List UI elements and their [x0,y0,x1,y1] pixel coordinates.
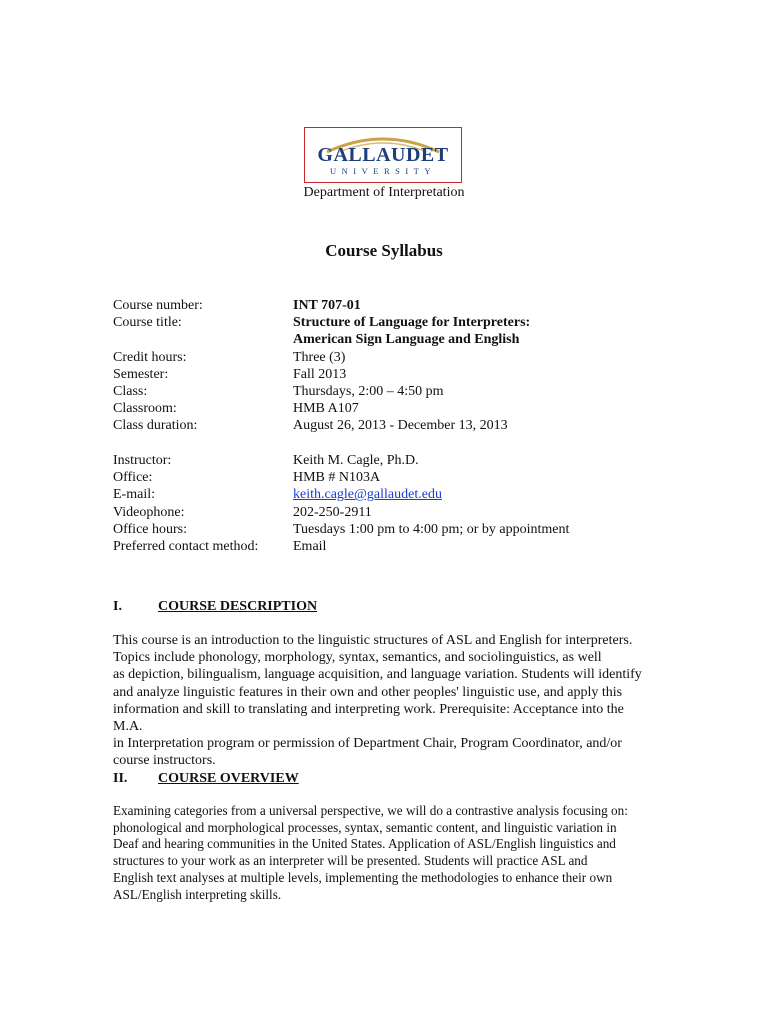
email-link[interactable]: keith.cagle@gallaudet.edu [293,487,442,503]
info-value: HMB # N103A [293,470,381,486]
info-row-course-number [113,297,673,314]
paragraph-line: Topics include phonology, morphology, syntax, semantics, and sociolinguistics, as well [113,650,602,666]
info-value: Tuesdays 1:00 pm to 4:00 pm; or by appointment [293,521,570,537]
info-value: Email [293,539,327,555]
info-value: Thursdays, 2:00 – 4:50 pm [293,384,444,400]
info-value: HMB A107 [293,401,359,417]
info-label: Classroom: [113,401,177,417]
info-label: Instructor: [113,453,172,469]
info-label: Course number: [113,298,203,313]
info-value: Keith M. Cagle, Ph.D. [293,453,419,469]
paragraph-line: Examining categories from a universal perspective, we will do a contrastive analysis focusing on: [113,803,628,818]
info-label: Credit hours: [113,349,187,365]
paragraph-line: as depiction, bilingualism, language acquisition, and language variation. Students will identify [113,667,642,683]
info-value: 202-250-2911 [293,504,372,520]
info-row-course-title-cont [113,331,673,348]
info-row-office [113,469,673,486]
logo-wordmark: GALLAUDET [317,144,449,166]
info-row-semester [113,366,673,383]
info-label: Office hours: [113,521,187,537]
info-value: August 26, 2013 - December 13, 2013 [293,418,508,434]
paragraph-line: phonological and morphological processes, syntax, semantic content, and linguistic variation in [113,819,617,835]
info-value: Fall 2013 [293,366,347,382]
paragraph-line: English text analyses at multiple levels, implementing the methodologies to enhance their own [113,869,613,885]
section-number: I. [113,599,122,614]
section-number: II. [113,771,128,786]
paragraph-line: Deaf and hearing communities in the United States. Application of ASL/English linguistics and [113,836,616,852]
info-row-classroom [113,400,673,417]
info-spacer [113,435,673,452]
info-label: Semester: [113,366,169,382]
section-heading-course-overview [113,770,299,787]
section-title: COURSE OVERVIEW [158,771,299,786]
course-overview-paragraph [113,803,653,903]
section-heading-course-description [113,598,317,615]
info-row-office-hours [113,521,673,538]
gallaudet-logo [304,127,462,183]
info-row-email [113,486,673,503]
info-value: Three (3) [293,349,346,365]
course-description-paragraph [113,632,653,770]
paragraph-line: This course is an introduction to the linguistic structures of ASL and English for interpreters. [113,633,633,648]
info-label: Class duration: [113,418,198,434]
info-row-class-duration [113,417,673,434]
info-label: Office: [113,470,153,486]
info-label: Course title: [113,315,182,331]
logo-subtitle: UNIVERSITY [330,166,436,176]
info-label: Class: [113,384,148,400]
info-row-contact-method [113,538,673,555]
paragraph-line: structures to your work as an interpreter will be presented. Students will practice ASL and [113,853,588,869]
section-title: COURSE DESCRIPTION [158,599,318,614]
page-title: Course Syllabus [325,241,443,260]
paragraph-line: in Interpretation program or permission of Department Chair, Program Coordinator, and/or [113,736,622,752]
info-value: American Sign Language and English [293,332,520,348]
info-label: Preferred contact method: [113,539,259,555]
info-label: Videophone: [113,504,185,520]
info-label [113,331,293,348]
info-row-instructor [113,452,673,469]
info-value: INT 707-01 [293,298,361,313]
info-row-course-title [113,314,673,331]
paragraph-line: and analyze linguistic features in their own and other peoples' linguistic use, and apply this [113,684,623,700]
department-name: Department of Interpretation [303,185,465,200]
paragraph-line: information and skill to translating and interpreting work. Prerequisite: Acceptance into the M.A. [113,701,624,735]
info-row-credit-hours [113,349,673,366]
course-info-table [113,297,673,555]
paragraph-line: course instructors. [113,753,216,769]
info-row-class [113,383,673,400]
info-row-videophone [113,504,673,521]
info-label: E-mail: [113,487,155,503]
paragraph-line: ASL/English interpreting skills. [113,886,282,902]
info-value-cell [293,486,673,503]
info-value: Structure of Language for Interpreters: [293,315,531,331]
